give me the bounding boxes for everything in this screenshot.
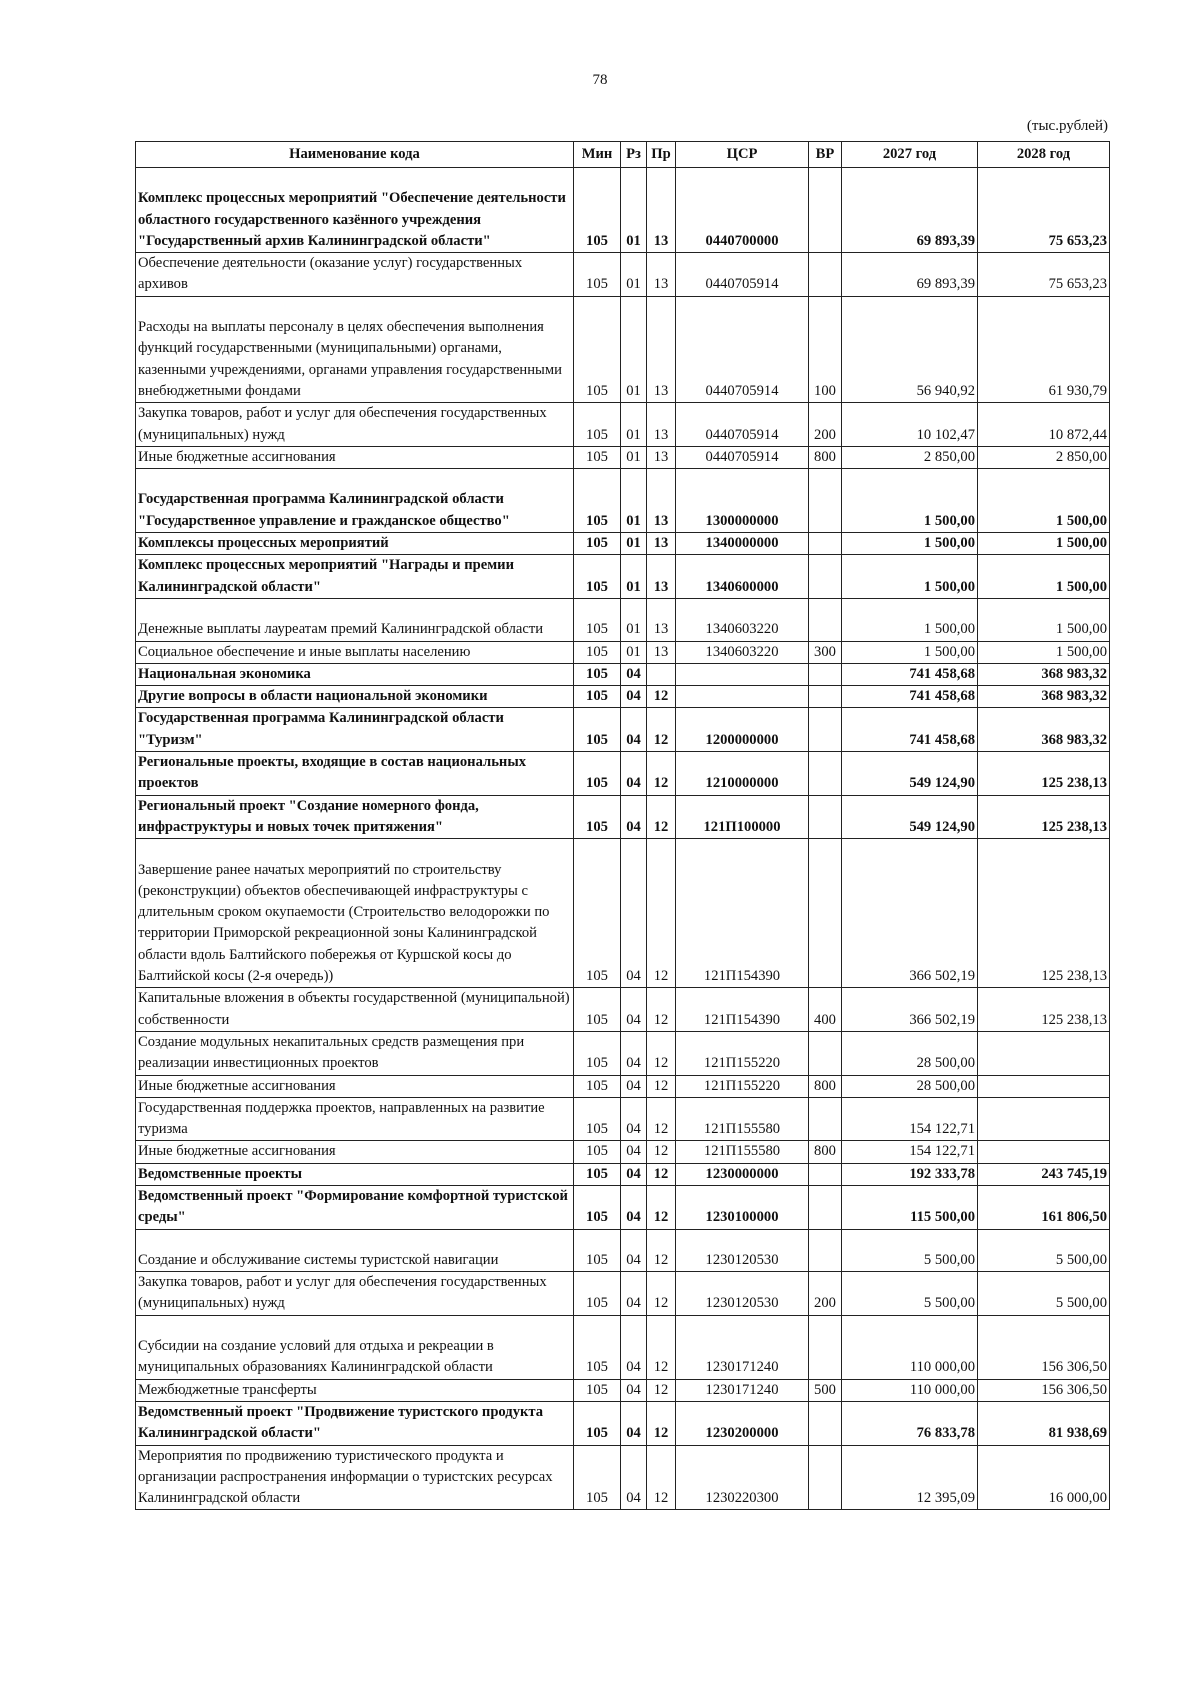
table-row bbox=[136, 1097, 1110, 1141]
table-row bbox=[136, 403, 1110, 447]
cell-name: Ведомственные проекты bbox=[136, 1163, 574, 1185]
page-number: 78 bbox=[592, 72, 608, 88]
cell-2027: 549 124,90 bbox=[842, 795, 978, 839]
table-row bbox=[136, 1229, 1110, 1272]
cell-min: 105 bbox=[574, 446, 621, 468]
cell-csr: 1230171240 bbox=[676, 1379, 809, 1401]
cell-rz: 01 bbox=[621, 533, 647, 555]
cell-name: Закупка товаров, работ и услуг для обеспечения государственных (муниципальных) нужд bbox=[136, 403, 574, 447]
cell-csr: 0440705914 bbox=[676, 403, 809, 447]
cell-2027: 69 893,39 bbox=[842, 168, 978, 253]
cell-pr: 12 bbox=[647, 752, 676, 796]
header-2028: 2028 год bbox=[978, 142, 1110, 168]
header-min: Мин bbox=[574, 142, 621, 168]
cell-vr bbox=[809, 752, 842, 796]
header-name: Наименование кода bbox=[136, 142, 574, 168]
cell-vr bbox=[809, 839, 842, 988]
cell-vr bbox=[809, 1315, 842, 1379]
cell-name: Обеспечение деятельности (оказание услуг) государственных архивов bbox=[136, 253, 574, 297]
cell-csr: 1230220300 bbox=[676, 1445, 809, 1510]
cell-2027: 741 458,68 bbox=[842, 663, 978, 685]
cell-pr: 12 bbox=[647, 1272, 676, 1316]
cell-name: Иные бюджетные ассигнования bbox=[136, 1141, 574, 1163]
cell-2027: 28 500,00 bbox=[842, 1075, 978, 1097]
table-header-row bbox=[136, 142, 1110, 168]
cell-rz: 04 bbox=[621, 1401, 647, 1445]
cell-rz: 04 bbox=[621, 686, 647, 708]
cell-rz: 04 bbox=[621, 988, 647, 1032]
cell-min: 105 bbox=[574, 1075, 621, 1097]
cell-min: 105 bbox=[574, 1445, 621, 1510]
table-row bbox=[136, 1185, 1110, 1229]
cell-csr: 1230200000 bbox=[676, 1401, 809, 1445]
cell-pr: 13 bbox=[647, 533, 676, 555]
cell-2027: 154 122,71 bbox=[842, 1141, 978, 1163]
cell-rz: 01 bbox=[621, 446, 647, 468]
cell-2027: 1 500,00 bbox=[842, 555, 978, 599]
cell-pr: 12 bbox=[647, 1097, 676, 1141]
cell-2028: 125 238,13 bbox=[978, 988, 1110, 1032]
cell-name: Ведомственный проект "Продвижение туристского продукта Калининградской области" bbox=[136, 1401, 574, 1445]
cell-2028: 1 500,00 bbox=[978, 641, 1110, 663]
cell-csr: 1340000000 bbox=[676, 533, 809, 555]
cell-min: 105 bbox=[574, 663, 621, 685]
cell-vr: 800 bbox=[809, 1141, 842, 1163]
cell-csr bbox=[676, 663, 809, 685]
cell-vr bbox=[809, 1185, 842, 1229]
cell-csr: 1230171240 bbox=[676, 1315, 809, 1379]
table-row bbox=[136, 1401, 1110, 1445]
table-row bbox=[136, 555, 1110, 599]
cell-rz: 04 bbox=[621, 1379, 647, 1401]
cell-vr: 800 bbox=[809, 1075, 842, 1097]
cell-2027: 56 940,92 bbox=[842, 296, 978, 403]
cell-2027: 1 500,00 bbox=[842, 533, 978, 555]
cell-2028: 1 500,00 bbox=[978, 533, 1110, 555]
table-row bbox=[136, 795, 1110, 839]
cell-2027: 741 458,68 bbox=[842, 686, 978, 708]
cell-min: 105 bbox=[574, 555, 621, 599]
cell-rz: 04 bbox=[621, 839, 647, 988]
cell-pr: 12 bbox=[647, 1031, 676, 1075]
cell-name: Мероприятия по продвижению туристического продукта и организации распространения информации о туристских ресурсах Калининградской области bbox=[136, 1445, 574, 1510]
table-row bbox=[136, 598, 1110, 641]
cell-2027: 1 500,00 bbox=[842, 598, 978, 641]
cell-pr: 12 bbox=[647, 1141, 676, 1163]
table-row bbox=[136, 1315, 1110, 1379]
cell-2027: 28 500,00 bbox=[842, 1031, 978, 1075]
cell-csr: 121П154390 bbox=[676, 839, 809, 988]
cell-min: 105 bbox=[574, 686, 621, 708]
cell-rz: 01 bbox=[621, 469, 647, 533]
cell-csr: 1340603220 bbox=[676, 641, 809, 663]
cell-rz: 04 bbox=[621, 663, 647, 685]
cell-rz: 04 bbox=[621, 708, 647, 752]
cell-vr bbox=[809, 795, 842, 839]
cell-csr: 0440700000 bbox=[676, 168, 809, 253]
cell-rz: 01 bbox=[621, 598, 647, 641]
cell-name: Денежные выплаты лауреатам премий Калининградской области bbox=[136, 598, 574, 641]
cell-2028: 156 306,50 bbox=[978, 1315, 1110, 1379]
cell-rz: 04 bbox=[621, 1315, 647, 1379]
cell-2028: 75 653,23 bbox=[978, 253, 1110, 297]
cell-name: Комплекс процессных мероприятий "Обеспечение деятельности областного государственного казённого учреждения "Государственный архив Калининградской области" bbox=[136, 168, 574, 253]
cell-pr: 12 bbox=[647, 988, 676, 1032]
cell-2028: 1 500,00 bbox=[978, 598, 1110, 641]
cell-rz: 01 bbox=[621, 641, 647, 663]
table-row bbox=[136, 839, 1110, 988]
cell-2028: 243 745,19 bbox=[978, 1163, 1110, 1185]
cell-name: Закупка товаров, работ и услуг для обеспечения государственных (муниципальных) нужд bbox=[136, 1272, 574, 1316]
cell-pr: 12 bbox=[647, 1445, 676, 1510]
cell-2028: 5 500,00 bbox=[978, 1229, 1110, 1272]
cell-csr: 121П154390 bbox=[676, 988, 809, 1032]
cell-2028: 125 238,13 bbox=[978, 839, 1110, 988]
cell-min: 105 bbox=[574, 533, 621, 555]
cell-pr: 12 bbox=[647, 1379, 676, 1401]
table-row bbox=[136, 253, 1110, 297]
header-rz: Рз bbox=[621, 142, 647, 168]
cell-pr: 13 bbox=[647, 253, 676, 297]
cell-rz: 04 bbox=[621, 1031, 647, 1075]
cell-pr: 12 bbox=[647, 1075, 676, 1097]
cell-csr: 1230000000 bbox=[676, 1163, 809, 1185]
cell-2027: 110 000,00 bbox=[842, 1315, 978, 1379]
cell-vr bbox=[809, 1229, 842, 1272]
cell-rz: 01 bbox=[621, 168, 647, 253]
cell-pr: 13 bbox=[647, 469, 676, 533]
cell-2027: 69 893,39 bbox=[842, 253, 978, 297]
cell-pr: 13 bbox=[647, 296, 676, 403]
cell-name: Межбюджетные трансферты bbox=[136, 1379, 574, 1401]
cell-csr: 121П100000 bbox=[676, 795, 809, 839]
cell-rz: 01 bbox=[621, 555, 647, 599]
cell-2028: 161 806,50 bbox=[978, 1185, 1110, 1229]
cell-name: Государственная программа Калининградской области "Туризм" bbox=[136, 708, 574, 752]
table-row bbox=[136, 296, 1110, 403]
table-row bbox=[136, 1379, 1110, 1401]
cell-min: 105 bbox=[574, 1401, 621, 1445]
cell-vr bbox=[809, 708, 842, 752]
cell-2027: 741 458,68 bbox=[842, 708, 978, 752]
table-row bbox=[136, 168, 1110, 253]
cell-name: Государственная программа Калининградской области "Государственное управление и гражданское общество" bbox=[136, 469, 574, 533]
cell-vr: 200 bbox=[809, 403, 842, 447]
table-row bbox=[136, 1445, 1110, 1510]
table-row bbox=[136, 708, 1110, 752]
cell-2027: 549 124,90 bbox=[842, 752, 978, 796]
cell-name: Капитальные вложения в объекты государственной (муниципальной) собственности bbox=[136, 988, 574, 1032]
cell-rz: 04 bbox=[621, 1097, 647, 1141]
cell-vr: 400 bbox=[809, 988, 842, 1032]
cell-name: Социальное обеспечение и иные выплаты населению bbox=[136, 641, 574, 663]
cell-2028: 156 306,50 bbox=[978, 1379, 1110, 1401]
budget-table bbox=[135, 141, 1110, 1510]
cell-min: 105 bbox=[574, 469, 621, 533]
cell-vr bbox=[809, 1445, 842, 1510]
cell-pr: 12 bbox=[647, 1163, 676, 1185]
cell-rz: 04 bbox=[621, 795, 647, 839]
cell-pr: 12 bbox=[647, 1229, 676, 1272]
cell-csr: 1210000000 bbox=[676, 752, 809, 796]
cell-pr: 12 bbox=[647, 708, 676, 752]
cell-csr: 121П155580 bbox=[676, 1097, 809, 1141]
cell-pr: 12 bbox=[647, 795, 676, 839]
cell-min: 105 bbox=[574, 1185, 621, 1229]
cell-csr: 1230100000 bbox=[676, 1185, 809, 1229]
cell-min: 105 bbox=[574, 1272, 621, 1316]
cell-vr bbox=[809, 598, 842, 641]
cell-vr: 100 bbox=[809, 296, 842, 403]
cell-csr: 1300000000 bbox=[676, 469, 809, 533]
cell-csr: 0440705914 bbox=[676, 253, 809, 297]
cell-min: 105 bbox=[574, 752, 621, 796]
cell-vr: 200 bbox=[809, 1272, 842, 1316]
cell-2028: 368 983,32 bbox=[978, 686, 1110, 708]
cell-pr: 12 bbox=[647, 839, 676, 988]
cell-2028: 125 238,13 bbox=[978, 752, 1110, 796]
table-row bbox=[136, 663, 1110, 685]
cell-name: Иные бюджетные ассигнования bbox=[136, 1075, 574, 1097]
cell-name: Ведомственный проект "Формирование комфортной туристской среды" bbox=[136, 1185, 574, 1229]
table-row bbox=[136, 641, 1110, 663]
cell-csr: 1230120530 bbox=[676, 1272, 809, 1316]
cell-min: 105 bbox=[574, 988, 621, 1032]
cell-2028: 16 000,00 bbox=[978, 1445, 1110, 1510]
cell-2028: 75 653,23 bbox=[978, 168, 1110, 253]
cell-pr: 13 bbox=[647, 446, 676, 468]
cell-2027: 366 502,19 bbox=[842, 839, 978, 988]
cell-2028: 5 500,00 bbox=[978, 1272, 1110, 1316]
cell-min: 105 bbox=[574, 1031, 621, 1075]
cell-name: Создание и обслуживание системы туристской навигации bbox=[136, 1229, 574, 1272]
cell-pr: 13 bbox=[647, 403, 676, 447]
cell-rz: 01 bbox=[621, 296, 647, 403]
cell-2027: 5 500,00 bbox=[842, 1272, 978, 1316]
cell-min: 105 bbox=[574, 253, 621, 297]
cell-rz: 04 bbox=[621, 1445, 647, 1510]
cell-name: Комплекс процессных мероприятий "Награды и премии Калининградской области" bbox=[136, 555, 574, 599]
cell-2027: 366 502,19 bbox=[842, 988, 978, 1032]
cell-name: Региональный проект "Создание номерного фонда, инфраструктуры и новых точек притяжения" bbox=[136, 795, 574, 839]
table-row bbox=[136, 752, 1110, 796]
cell-2028 bbox=[978, 1075, 1110, 1097]
cell-min: 105 bbox=[574, 641, 621, 663]
table-row bbox=[136, 1272, 1110, 1316]
cell-pr: 13 bbox=[647, 598, 676, 641]
cell-name: Национальная экономика bbox=[136, 663, 574, 685]
cell-rz: 04 bbox=[621, 1229, 647, 1272]
cell-rz: 04 bbox=[621, 1272, 647, 1316]
header-2027: 2027 год bbox=[842, 142, 978, 168]
cell-csr: 1200000000 bbox=[676, 708, 809, 752]
cell-2028: 2 850,00 bbox=[978, 446, 1110, 468]
cell-2027: 154 122,71 bbox=[842, 1097, 978, 1141]
cell-csr: 121П155220 bbox=[676, 1075, 809, 1097]
table-row bbox=[136, 1075, 1110, 1097]
cell-csr bbox=[676, 686, 809, 708]
cell-2027: 1 500,00 bbox=[842, 469, 978, 533]
cell-name: Региональные проекты, входящие в состав национальных проектов bbox=[136, 752, 574, 796]
cell-2028: 1 500,00 bbox=[978, 555, 1110, 599]
cell-2028 bbox=[978, 1031, 1110, 1075]
cell-name: Иные бюджетные ассигнования bbox=[136, 446, 574, 468]
cell-2028 bbox=[978, 1141, 1110, 1163]
cell-csr: 1340600000 bbox=[676, 555, 809, 599]
cell-min: 105 bbox=[574, 839, 621, 988]
cell-vr bbox=[809, 469, 842, 533]
header-csr: ЦСР bbox=[676, 142, 809, 168]
cell-2027: 76 833,78 bbox=[842, 1401, 978, 1445]
cell-2027: 192 333,78 bbox=[842, 1163, 978, 1185]
table-row bbox=[136, 1163, 1110, 1185]
cell-name: Комплексы процессных мероприятий bbox=[136, 533, 574, 555]
units-label: (тыс.рублей) bbox=[1026, 118, 1108, 134]
cell-name: Субсидии на создание условий для отдыха и рекреации в муниципальных образованиях Калининградской области bbox=[136, 1315, 574, 1379]
cell-2027: 110 000,00 bbox=[842, 1379, 978, 1401]
header-pr: Пр bbox=[647, 142, 676, 168]
cell-rz: 04 bbox=[621, 1185, 647, 1229]
cell-2027: 1 500,00 bbox=[842, 641, 978, 663]
cell-pr: 13 bbox=[647, 168, 676, 253]
cell-vr: 300 bbox=[809, 641, 842, 663]
cell-name: Государственная поддержка проектов, направленных на развитие туризма bbox=[136, 1097, 574, 1141]
cell-vr bbox=[809, 1163, 842, 1185]
cell-2028: 368 983,32 bbox=[978, 708, 1110, 752]
cell-rz: 01 bbox=[621, 253, 647, 297]
table-row bbox=[136, 533, 1110, 555]
cell-min: 105 bbox=[574, 1379, 621, 1401]
cell-vr bbox=[809, 686, 842, 708]
cell-vr bbox=[809, 1097, 842, 1141]
cell-min: 105 bbox=[574, 403, 621, 447]
cell-csr: 121П155580 bbox=[676, 1141, 809, 1163]
table-row bbox=[136, 469, 1110, 533]
cell-pr: 13 bbox=[647, 555, 676, 599]
cell-min: 105 bbox=[574, 795, 621, 839]
cell-min: 105 bbox=[574, 168, 621, 253]
cell-pr bbox=[647, 663, 676, 685]
cell-rz: 04 bbox=[621, 752, 647, 796]
cell-min: 105 bbox=[574, 1315, 621, 1379]
cell-min: 105 bbox=[574, 598, 621, 641]
cell-csr: 1340603220 bbox=[676, 598, 809, 641]
table-row bbox=[136, 446, 1110, 468]
cell-2027: 2 850,00 bbox=[842, 446, 978, 468]
cell-min: 105 bbox=[574, 1097, 621, 1141]
cell-rz: 04 bbox=[621, 1075, 647, 1097]
cell-pr: 12 bbox=[647, 1401, 676, 1445]
cell-vr bbox=[809, 555, 842, 599]
table-row bbox=[136, 988, 1110, 1032]
cell-2027: 115 500,00 bbox=[842, 1185, 978, 1229]
cell-2028: 61 930,79 bbox=[978, 296, 1110, 403]
cell-vr: 800 bbox=[809, 446, 842, 468]
cell-name: Расходы на выплаты персоналу в целях обеспечения выполнения функций государственными (муниципальными) органами, казенными учреждениями, органами управления государственными внебюджетными фондами bbox=[136, 296, 574, 403]
cell-name: Другие вопросы в области национальной экономики bbox=[136, 686, 574, 708]
cell-2027: 12 395,09 bbox=[842, 1445, 978, 1510]
cell-2028 bbox=[978, 1097, 1110, 1141]
cell-csr: 0440705914 bbox=[676, 296, 809, 403]
cell-pr: 12 bbox=[647, 686, 676, 708]
cell-2028: 81 938,69 bbox=[978, 1401, 1110, 1445]
header-vr: ВР bbox=[809, 142, 842, 168]
cell-vr: 500 bbox=[809, 1379, 842, 1401]
cell-2028: 125 238,13 bbox=[978, 795, 1110, 839]
cell-csr: 1230120530 bbox=[676, 1229, 809, 1272]
cell-rz: 04 bbox=[621, 1141, 647, 1163]
cell-vr bbox=[809, 533, 842, 555]
cell-2027: 10 102,47 bbox=[842, 403, 978, 447]
cell-name: Завершение ранее начатых мероприятий по строительству (реконструкции) объектов обеспечивающей инфраструктуры с длительным сроком окупаемости (Строительство велодорожки по территории Приморской рекреационной зоны Калининградской области вдоль Балтийского побережья от Куршской косы до Балтийской косы (2-я очередь)) bbox=[136, 839, 574, 988]
cell-min: 105 bbox=[574, 296, 621, 403]
cell-pr: 12 bbox=[647, 1315, 676, 1379]
table-row bbox=[136, 1031, 1110, 1075]
cell-min: 105 bbox=[574, 1229, 621, 1272]
cell-vr bbox=[809, 168, 842, 253]
cell-2028: 368 983,32 bbox=[978, 663, 1110, 685]
cell-min: 105 bbox=[574, 1141, 621, 1163]
cell-pr: 13 bbox=[647, 641, 676, 663]
cell-vr bbox=[809, 663, 842, 685]
cell-rz: 01 bbox=[621, 403, 647, 447]
cell-pr: 12 bbox=[647, 1185, 676, 1229]
table-row bbox=[136, 1141, 1110, 1163]
cell-2028: 10 872,44 bbox=[978, 403, 1110, 447]
cell-2027: 5 500,00 bbox=[842, 1229, 978, 1272]
cell-vr bbox=[809, 1401, 842, 1445]
cell-min: 105 bbox=[574, 708, 621, 752]
cell-csr: 0440705914 bbox=[676, 446, 809, 468]
cell-rz: 04 bbox=[621, 1163, 647, 1185]
cell-vr bbox=[809, 253, 842, 297]
cell-2028: 1 500,00 bbox=[978, 469, 1110, 533]
cell-name: Создание модульных некапитальных средств размещения при реализации инвестиционных проектов bbox=[136, 1031, 574, 1075]
table-row bbox=[136, 686, 1110, 708]
cell-min: 105 bbox=[574, 1163, 621, 1185]
cell-vr bbox=[809, 1031, 842, 1075]
cell-csr: 121П155220 bbox=[676, 1031, 809, 1075]
